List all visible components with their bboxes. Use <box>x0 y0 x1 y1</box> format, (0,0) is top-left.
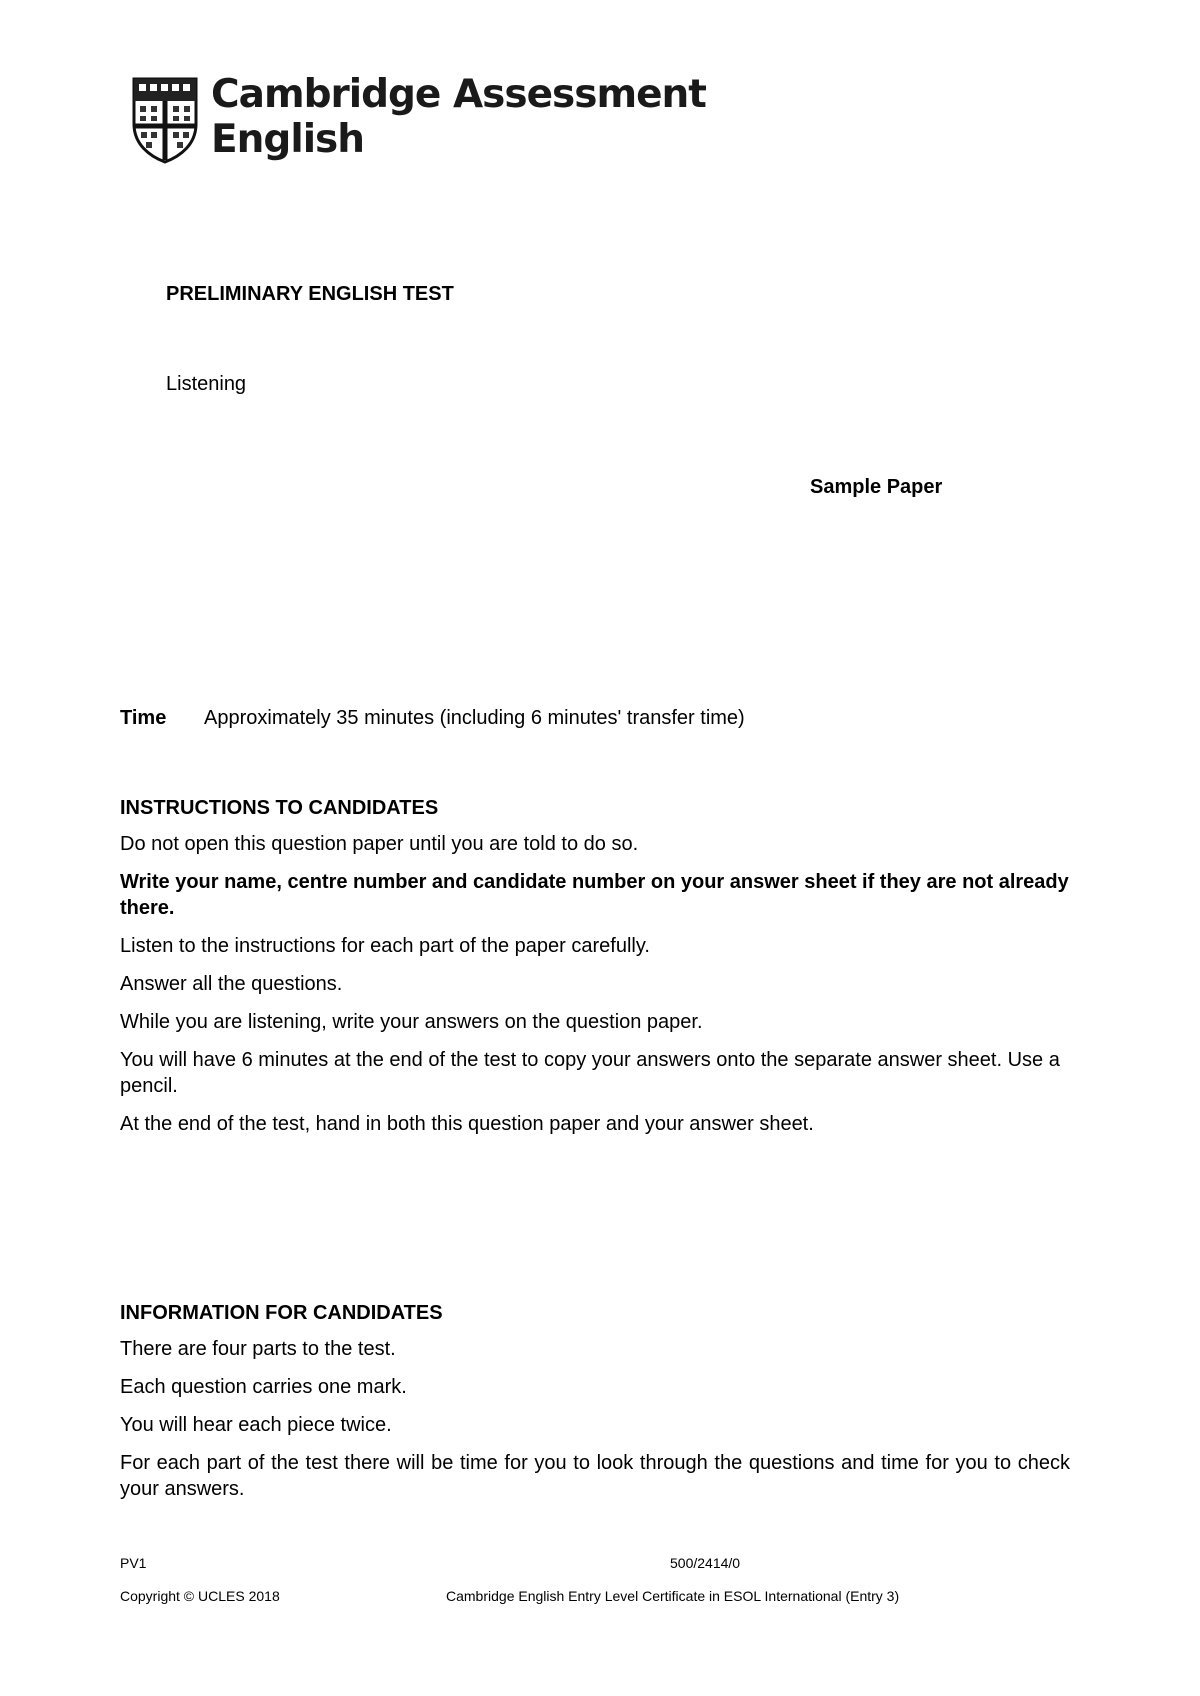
information-section <box>120 1300 1070 1514</box>
test-title: PRELIMINARY ENGLISH TEST <box>166 283 454 305</box>
shield-crest-icon <box>131 76 199 164</box>
information-item: For each part of the test there will be time for you to look through the questions and time for you to check your answers. <box>120 1452 1070 1500</box>
instruction-item: You will have 6 minutes at the end of the test to copy your answers onto the separate answer sheet. Use a pencil. <box>120 1049 1060 1097</box>
logo-wordmark <box>211 72 706 162</box>
instructions-heading: INSTRUCTIONS TO CANDIDATES <box>120 797 439 819</box>
information-heading: INFORMATION FOR CANDIDATES <box>120 1302 443 1324</box>
time-label: Time <box>120 707 167 729</box>
paper-code: PV1 <box>120 1555 147 1571</box>
instruction-item: Listen to the instructions for each part of the paper carefully. <box>120 935 650 957</box>
information-item: Each question carries one mark. <box>120 1376 407 1398</box>
information-item: You will hear each piece twice. <box>120 1414 392 1436</box>
instruction-item: Write your name, centre number and candidate number on your answer sheet if they are not already there. <box>120 871 1069 919</box>
time-value: Approximately 35 minutes (including 6 minutes' transfer time) <box>204 707 745 729</box>
qualification-number: 500/2414/0 <box>670 1555 741 1571</box>
instruction-item: Answer all the questions. <box>120 973 343 995</box>
instructions-section <box>120 795 1070 1149</box>
copyright-notice: Copyright © UCLES 2018 <box>120 1588 280 1604</box>
instruction-item: While you are listening, write your answers on the question paper. <box>120 1011 703 1033</box>
paper-type: Sample Paper <box>810 476 943 498</box>
logo-line-2: English <box>211 117 365 162</box>
logo-line-1: Cambridge Assessment <box>211 72 706 117</box>
instruction-item: Do not open this question paper until you are told to do so. <box>120 833 639 855</box>
information-item: There are four parts to the test. <box>120 1338 396 1360</box>
qualification-name: Cambridge English Entry Level Certificate in ESOL International (Entry 3) <box>446 1588 900 1604</box>
instruction-item: At the end of the test, hand in both this question paper and your answer sheet. <box>120 1113 814 1135</box>
component-name: Listening <box>166 373 247 395</box>
